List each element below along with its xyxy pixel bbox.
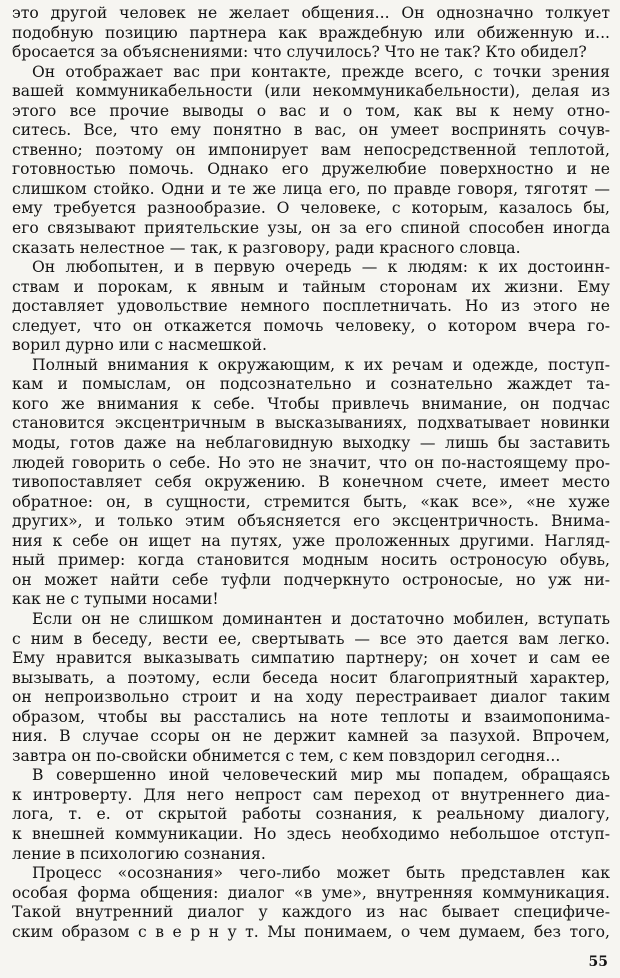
text-line: слишком стойко. Одни и те же лица его, по правде говоря, тяготят — [12, 179, 610, 198]
text-line: готовностью помочь. Однако его дружелюбие поверхностно и не [12, 160, 610, 179]
text-line: ему требуется разнообразие. О человеке, с которым, казалось бы, [12, 199, 610, 218]
text-line: особая форма общения: диалог «в уме», внутренняя коммуникация. [12, 883, 610, 902]
text-line: к внешней коммуникации. Но здесь необходимо небольшое отступ- [12, 824, 610, 843]
text-line: вашей коммуникабельности (или некоммуникабельности), делая из [12, 82, 610, 101]
text-line: людей говорить о себе. Но это не значит, что он по-настоящему про- [12, 453, 610, 472]
text-line: завтра он по-свойски обнимется с тем, с кем повздорил сегодня... [12, 746, 561, 765]
text-line: бросается за объяснениями: что случилось? Что не так? Кто обидел? [12, 43, 587, 62]
text-line: ворил дурно или с насмешкой. [12, 336, 268, 355]
text-line: Если он не слишком доминантен и достаточно мобилен, вступать [32, 609, 610, 628]
text-line: обратное: он, в сущности, стремится быть, «как все», «не хуже [12, 492, 610, 511]
text-line: подобную позицию партнера как враждебную или обиженную и... [12, 23, 610, 42]
text-line: моды, готов даже на неблаговидную выходку — лишь бы заставить [12, 434, 610, 453]
text-line: других», и только этим объясняется его эксцентричность. Внима- [12, 512, 610, 531]
text-line: лога, т. е. от скрытой работы сознания, к реальному диалогу, [12, 805, 610, 824]
text-line: это другой человек не желает общения... Он однозначно толкует [12, 4, 610, 22]
page-text-body [12, 4, 610, 942]
text-line: к интроверту. Для него непрост сам переход от внутреннего диа- [12, 785, 610, 804]
text-line: ским образом с в е р н у т. Мы понимаем, о чем думаем, без того, [12, 922, 610, 941]
text-line: ния. В случае ссоры он не держит камней за пазухой. Впрочем, [12, 727, 610, 746]
text-line: Полный внимания к окружающим, к их речам и одежде, поступ- [32, 355, 610, 374]
page-number: 55 [588, 954, 608, 970]
text-line: тивопоставляет себя окружению. В конечном счете, имеет место [12, 473, 610, 492]
text-line: ствам и порокам, к явным и тайным сторонам их жизни. Ему [12, 277, 610, 296]
text-line: Такой внутренний диалог у каждого из нас бывает специфиче- [12, 903, 610, 922]
text-line: ситесь. Все, что ему понятно в вас, он умеет воспринять сочув- [12, 121, 610, 140]
text-line: его связывают приятельские узы, он за его спиной способен иногда [12, 219, 610, 238]
text-line: кого же внимания к себе. Чтобы привлечь внимание, он подчас [12, 394, 610, 413]
text-line: он непроизвольно строит и на ходу перестраивает диалог таким [12, 688, 610, 707]
text-line: вызывать, а поэтому, если беседа носит благоприятный характер, [12, 668, 610, 687]
text-line: образом, чтобы вы расстались на ноте теплоты и взаимопонима- [12, 707, 610, 726]
text-line: Ему нравится выказывать симпатию партнеру; он хочет и сам ее [12, 649, 610, 668]
text-line: с ним в беседу, вести ее, свертывать — все это дается вам легко. [12, 629, 610, 648]
text-line: он может найти себе туфли подчеркнуто остроносые, но уж ни- [12, 570, 610, 589]
text-line: ния к себе он ищет на путях, уже проложенных другими. Нагляд- [12, 531, 610, 550]
text-line: этого все прочие выводы о вас и о том, как вы к нему отно- [12, 101, 610, 120]
text-line: ный пример: когда становится модным носить остроносую обувь, [12, 551, 610, 570]
text-line: кам и помыслам, он подсознательно и сознательно жаждет та- [12, 375, 610, 394]
text-line: В совершенно иной человеческий мир мы попадем, обращаясь [32, 766, 610, 785]
text-line: Он отображает вас при контакте, прежде всего, с точки зрения [32, 62, 610, 81]
text-line: как не с тупыми носами! [12, 590, 219, 609]
text-line: Он любопытен, и в первую очередь — к людям: к их достоинн- [32, 258, 610, 277]
text-line: Процесс «осознания» чего-либо может быть представлен как [32, 864, 610, 883]
text-line: ственно; поэтому он импонирует вам непосредственной теплотой, [12, 140, 610, 159]
text-line: становится эксцентричным в высказываниях, подхватывает новинки [12, 414, 610, 433]
text-line: ление в психологию сознания. [12, 844, 266, 863]
text-line: следует, что он откажется помочь человеку, о котором вчера го- [12, 316, 610, 335]
text-line: доставляет удовольствие немного посплетничать. Но из этого не [12, 297, 610, 316]
text-line: сказать нелестное — так, к разговору, ради красного словца. [12, 238, 521, 257]
